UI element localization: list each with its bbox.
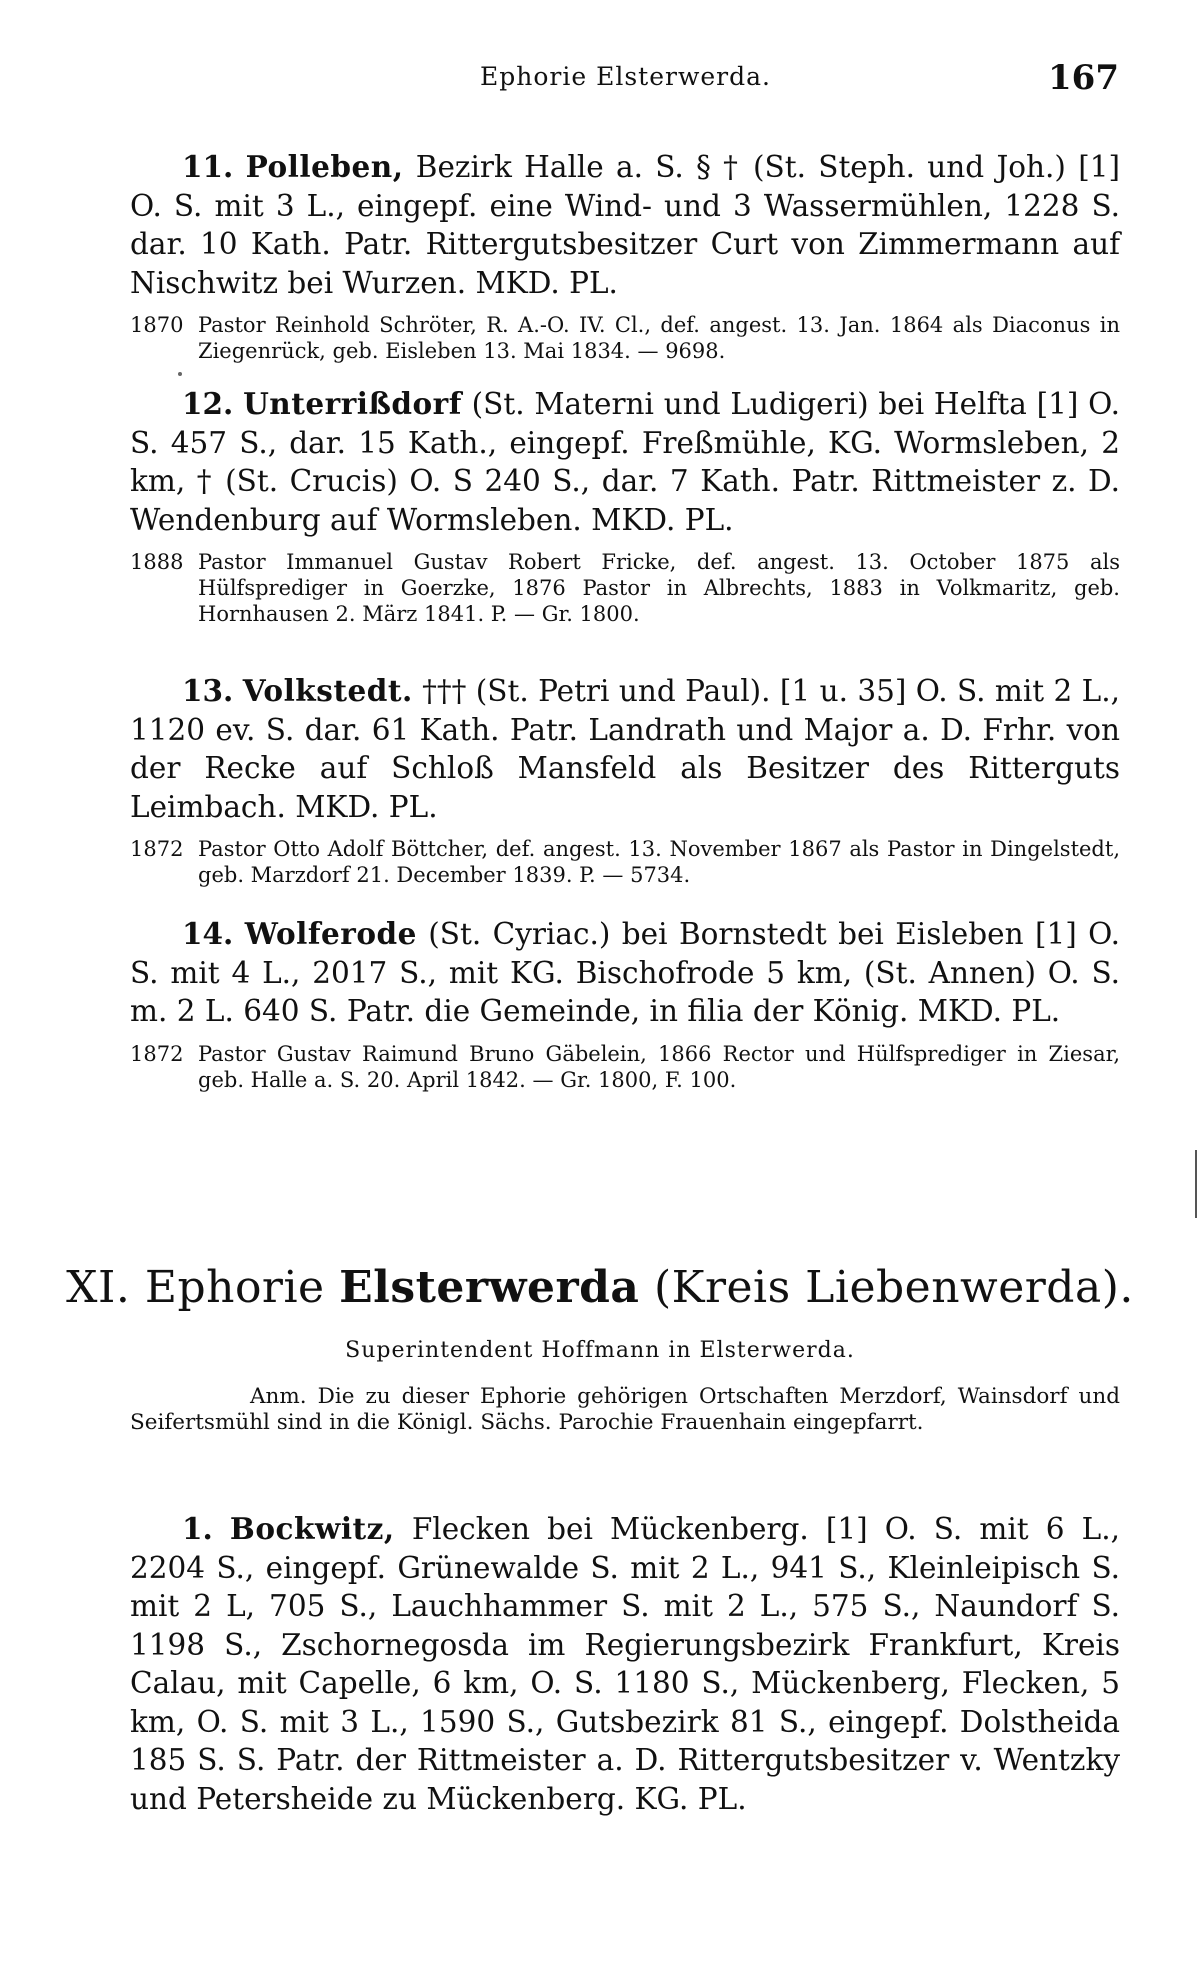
entry-number: 12. xyxy=(182,386,234,421)
entry-body xyxy=(130,915,1120,1031)
entry-body xyxy=(130,385,1120,539)
place-name: Unterrißdorf xyxy=(243,386,462,421)
pastor-year: 1870 xyxy=(130,313,184,337)
place-name: Volkstedt. xyxy=(242,673,413,708)
entry-number: 14. xyxy=(182,916,234,951)
pastor-year: 1872 xyxy=(130,837,184,861)
section-title-suffix: (Kreis Liebenwerda). xyxy=(653,1262,1134,1313)
entry-text: Flecken bei Mückenberg. [1] O. S. mit 6 L., 2204 S., eingepf. Grünewalde S. mit 2 L., 941 S., Kleinleipisch S. mit 2 L, 705 S., Lauchhammer S. mit 2 L., 575 S., Naundorf S. 1198 S., Zschornegosda im Regierungsbezirk Frankfurt, Kreis Calau, mit Capelle, 6 km, O. S. 1180 S., Mückenberg, Flecken, 5 km, O. S. mit 3 L., 1590 S., Gutsbezirk 81 S., eingepf. Dolstheida 185 S. S. Patr. der Rittmeister a. D. Rittergutsbesitzer v. Wentzky und Petersheide zu Mückenberg. KG. PL. xyxy=(130,1512,1120,1816)
pastor-text: Pastor Immanuel Gustav Robert Fricke, def. angest. 13. October 1875 als Hülfsprediger in Goerzke, 1876 Pastor in Albrechts, 1883 in Volkmaritz, geb. Hornhausen 2. März 1841. P. — Gr. 1800. xyxy=(198,550,1120,626)
entry-text: ††† (St. Petri und Paul). [1 u. 35] O. S. mit 2 L., 1120 ev. S. dar. 61 Kath. Patr. Landrath und Major a. D. Frhr. von der Recke auf Schloß Mansfeld als Besitzer des Ritterguts Leimbach. MKD. PL. xyxy=(130,674,1120,824)
entry-number: 11. xyxy=(182,149,234,184)
parish-entry-bockwitz xyxy=(130,1510,1120,1818)
section-title-prefix: XI. Ephorie xyxy=(66,1262,325,1313)
pastor-note xyxy=(130,836,1120,888)
pastor-year: 1872 xyxy=(130,1041,184,1066)
parish-entry-12 xyxy=(130,385,1120,627)
pastor-note xyxy=(130,549,1120,627)
entry-number: 13. xyxy=(182,673,234,708)
place-name: Polleben, xyxy=(245,149,404,184)
parish-entry-11 xyxy=(130,148,1120,364)
pastor-text: Pastor Gustav Raimund Bruno Gäbelein, 1866 Rector und Hülfsprediger in Ziesar, geb. Halle a. S. 20. April 1842. — Gr. 1800, F. 100. xyxy=(198,1041,1120,1092)
section-title xyxy=(0,1262,1200,1313)
pastor-note xyxy=(130,1041,1120,1093)
page-number: 167 xyxy=(1048,58,1119,98)
pastor-text: Pastor Otto Adolf Böttcher, def. angest. 13. November 1867 als Pastor in Dingelstedt, geb. Marzdorf 21. December 1839. P. — 5734. xyxy=(198,837,1120,887)
place-name: Wolferode xyxy=(244,916,417,951)
entry-number: 1. xyxy=(182,1511,213,1546)
entry-text: (St. Cyriac.) bei Bornstedt bei Eisleben [1] O. S. mit 4 L., 2017 S., mit KG. Bischofrode 5 km, (St. Annen) O. S. m. 2 L. 640 S. Patr. die Gemeinde, in filia der König. MKD. PL. xyxy=(130,917,1120,1028)
pastor-year: 1888 xyxy=(130,550,184,574)
superintendent-line: Superintendent Hoffmann in Elsterwerda. xyxy=(345,1338,855,1363)
print-speck xyxy=(178,372,182,376)
entry-text: Bezirk Halle a. S. § † (St. Steph. und Joh.) [1] O. S. mit 3 L., eingepf. eine Wind- und 3 Wassermühlen, 1228 S. dar. 10 Kath. Patr. Rittergutsbesitzer Curt von Zimmermann auf Nischwitz bei Wurzen. MKD. PL. xyxy=(130,150,1120,300)
parish-entry-14 xyxy=(130,915,1120,1093)
pastor-text: Pastor Reinhold Schröter, R. A.-O. IV. Cl., def. angest. 13. Jan. 1864 als Diaconus in Ziegenrück, geb. Eisleben 13. Mai 1834. — 9698. xyxy=(198,313,1120,363)
place-name: Bockwitz, xyxy=(229,1511,395,1546)
entry-body xyxy=(130,1510,1120,1818)
pastor-note xyxy=(130,312,1120,364)
running-head xyxy=(0,58,1200,102)
entry-body xyxy=(130,672,1120,826)
entry-body xyxy=(130,148,1120,302)
parish-entry-13 xyxy=(130,672,1120,888)
entry-text: (St. Materni und Ludigeri) bei Helfta [1] O. S. 457 S., dar. 15 Kath., eingepf. Freßmühle, KG. Wormsleben, 2 km, † (St. Crucis) O. S 240 S., dar. 7 Kath. Patr. Rittmeister z. D. Wendenburg auf Wormsleben. MKD. PL. xyxy=(130,387,1120,537)
running-title: Ephorie Elsterwerda. xyxy=(480,62,771,91)
section-title-name: Elsterwerda xyxy=(339,1262,640,1313)
margin-mark xyxy=(1195,1150,1197,1218)
section-note: Anm. Die zu dieser Ephorie gehörigen Ortschaften Merzdorf, Wainsdorf und Seifertsmühl sind in die Königl. Sächs. Parochie Frauenhain eingepfarrt. xyxy=(130,1384,1120,1435)
